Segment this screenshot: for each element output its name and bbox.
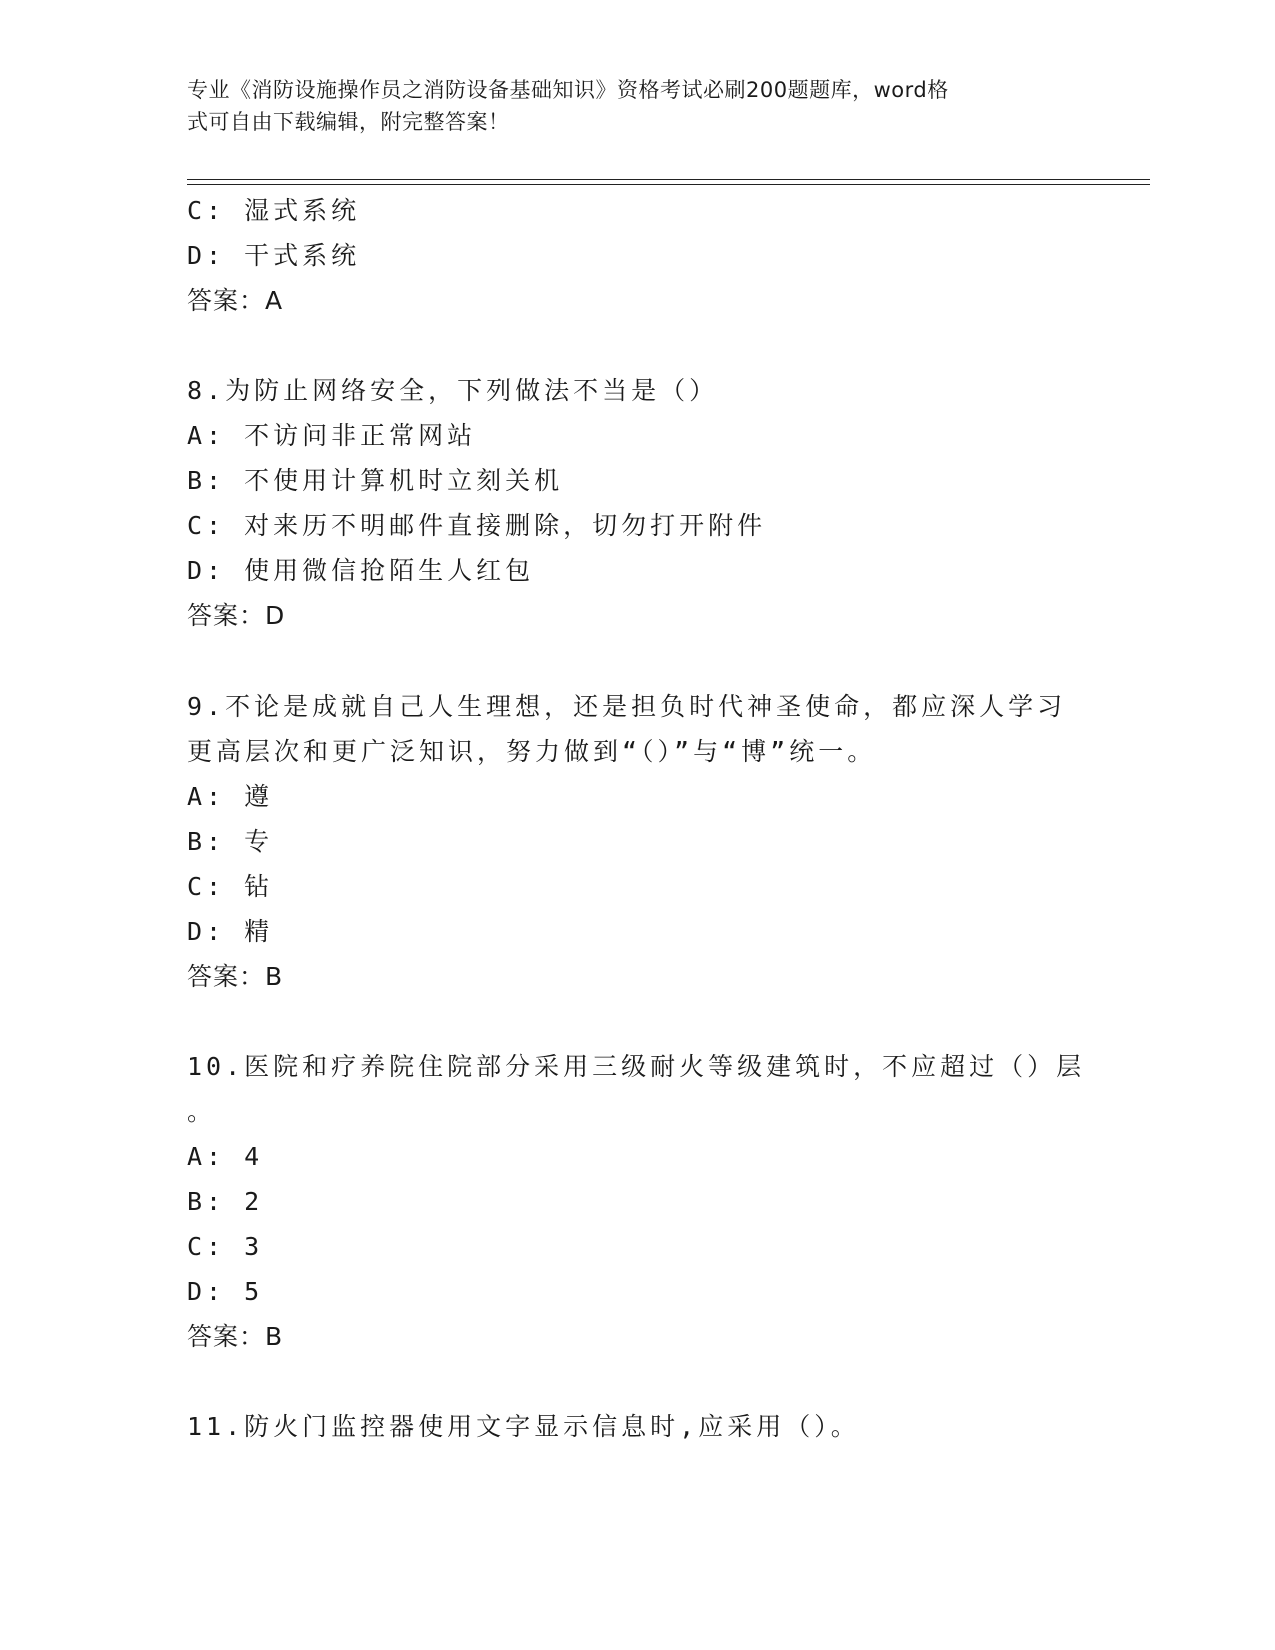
q10-option-d: D: 5: [187, 1277, 264, 1306]
q9-option-a: A: 遵: [187, 782, 274, 811]
header-line-2: 式可自由下载编辑，附完整答案！: [187, 110, 510, 134]
q8-stem: 8.为防止网络安全，下列做法不当是（）: [187, 376, 719, 405]
q9-stem-line-1: 9.不论是成就自己人生理想，还是担负时代神圣使命，都应深人学习: [187, 692, 1067, 721]
q10-option-c: C: 3: [187, 1232, 264, 1261]
q8-option-c: C: 对来历不明邮件直接删除，切勿打开附件: [187, 511, 767, 540]
q10-stem-line-2: 。: [187, 1097, 217, 1126]
q9-option-c: C: 钻: [187, 872, 274, 901]
q8-option-d: D: 使用微信抢陌生人红包: [187, 556, 535, 585]
q9-answer: 答案：B: [187, 962, 284, 991]
q8-answer: 答案：D: [187, 601, 286, 630]
q10-option-a: A: 4: [187, 1142, 264, 1171]
q9-option-b: B: 专: [187, 827, 274, 856]
q7-answer: 答案：A: [187, 286, 284, 315]
header-line-1: 专业《消防设施操作员之消防设备基础知识》资格考试必刷200题题库，word格: [187, 78, 949, 102]
q10-stem-line-1: 10.医院和疗养院住院部分采用三级耐火等级建筑时，不应超过（）层: [187, 1052, 1086, 1081]
q10-answer: 答案：B: [187, 1322, 284, 1351]
q9-option-d: D: 精: [187, 917, 274, 946]
q9-stem-line-2: 更高层次和更广泛知识，努力做到“（）”与“博”统一。: [187, 737, 877, 766]
q10-option-b: B: 2: [187, 1187, 264, 1216]
header-divider-bottom: [187, 184, 1150, 185]
q8-option-b: B: 不使用计算机时立刻关机: [187, 466, 564, 495]
header-divider-top: [187, 179, 1150, 180]
page-header: [187, 74, 1087, 138]
q8-option-a: A: 不访问非正常网站: [187, 421, 477, 450]
q11-stem: 11.防火门监控器使用文字显示信息时,应采用（）。: [187, 1412, 860, 1441]
q7-option-c: C: 湿式系统: [187, 196, 361, 225]
q7-option-d: D: 干式系统: [187, 241, 361, 270]
